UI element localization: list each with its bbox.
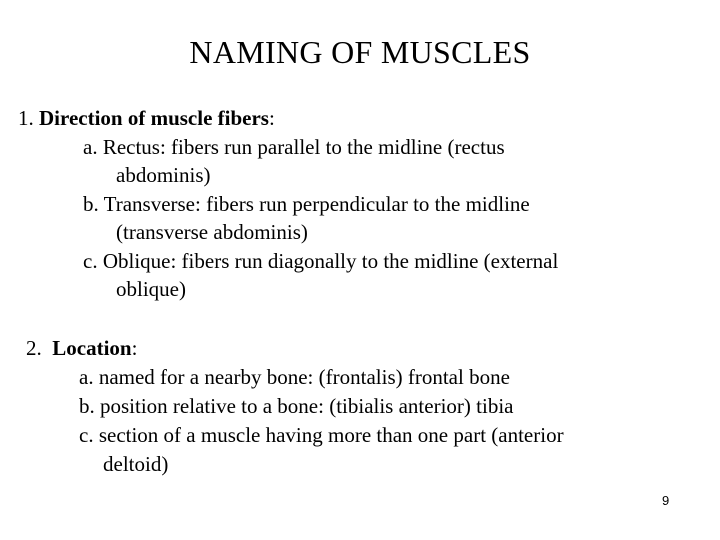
section-1-item-a-line-1: a. Rectus: fibers run parallel to the midline (rectus [83,135,505,159]
section-2-heading [26,334,137,362]
section-2-colon: : [131,336,138,360]
section-2-title: Location [52,336,132,360]
section-2-item-a-line-1: a. named for a nearby bone: (frontalis) frontal bone [79,365,510,389]
section-2-item-c-line-2: deltoid) [103,452,169,476]
section-1-title: Direction of muscle fibers [39,106,269,130]
slide-title: NAMING OF MUSCLES [189,34,531,70]
section-1-item-a-line-2: abdominis) [116,163,211,187]
section-1-item-c-line-2: oblique) [116,277,186,301]
section-2-item-b-line-1: b. position relative to a bone: (tibialis anterior) tibia [79,394,514,418]
section-2-number: 2. [26,336,42,360]
section-1-item-b-line-2: (transverse abdominis) [116,220,308,244]
section-1-colon: : [268,106,275,130]
section-1-heading [18,104,275,132]
section-1-item-b-line-1: b. Transverse: fibers run perpendicular to the midline [83,192,530,216]
section-1-item-c-line-1: c. Oblique: fibers run diagonally to the midline (external [83,249,559,273]
section-2-item-c-line-1: c. section of a muscle having more than one part (anterior [79,423,564,447]
section-1-number: 1. [18,106,34,130]
page-number: 9 [662,493,670,508]
